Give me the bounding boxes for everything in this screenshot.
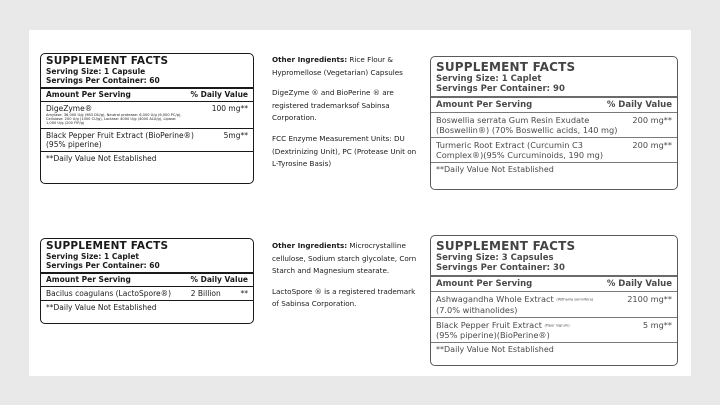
ingredient-name: Turmeric Root Extract (Curcumin C3 Complex®)(95% Curcuminoids, 190 mg) [436, 140, 604, 160]
ingredient-amount: 200 mg** [632, 115, 672, 125]
daily-value-label: % Daily Value [190, 90, 248, 99]
footnote: **Daily Value Not Established [436, 165, 554, 174]
footnote: **Daily Value Not Established [46, 153, 157, 163]
column-header [431, 277, 677, 291]
ingredient-row [431, 318, 677, 343]
column-header [41, 274, 253, 286]
other-ingredients: Other Ingredients: Microcrystalline cellulose, Sodium starch glycolate, Corn Starch and Magnesium stearate. [272, 241, 417, 276]
footnote: **Daily Value Not Established [46, 303, 157, 312]
serving-size: Serving Size: 1 Caplet [436, 74, 542, 84]
ingredient-name: Bacilus coagulans (LactoSpore®) [46, 289, 172, 298]
ingredient-amount: 2 Billion [190, 289, 221, 298]
daily-value-label: % Daily Value [606, 100, 672, 110]
daily-value-label: % Daily Value [606, 279, 672, 289]
supplement-facts-panel-digezyme [40, 53, 254, 184]
servings-per-container: Servings Per Container: 90 [436, 84, 565, 94]
ingredient-amount: 5 mg** [642, 319, 672, 330]
ingredient-name: Boswellia serrata Gum Resin Exudate (Boswellin®) (70% Boswellic acids, 140 mg) [436, 115, 618, 135]
amount-per-serving-label: Amount Per Serving [46, 90, 131, 99]
servings-per-container: Servings Per Container: 60 [46, 76, 160, 85]
panel-title: SUPPLEMENT FACTS [46, 55, 169, 67]
supplement-facts-panel-ashwagandha [430, 235, 678, 366]
ingredient-name: Ashwagandha Whole Extract (Withania somnifera) (7.0% withanolides) [436, 294, 594, 315]
serving-size: Serving Size: 3 Capsules [436, 253, 554, 263]
ingredient-name: Black Pepper Fruit Extract (BioPerine®) (95% piperine) [46, 130, 194, 149]
ingredient-amount: 200 mg** [632, 140, 672, 150]
panel-title: SUPPLEMENT FACTS [436, 60, 576, 74]
ingredient-row [41, 129, 253, 151]
serving-size: Serving Size: 1 Caplet [46, 252, 140, 261]
ingredient-amount: 100 mg** [211, 104, 248, 113]
ingredient-name: Black Pepper Fruit Extract (Piper nigrum) (95% piperine)(BioPerine®) [436, 319, 570, 340]
ingredient-amount: 2100 mg** [627, 294, 672, 304]
other-ingredients: Other Ingredients: Rice Flour & Hypromellose (Vegetarian) Capsules [272, 55, 403, 77]
trademark-note: DigeZyme ® and BioPerine ® are registered trademarksof Sabinsa Corporation. [272, 88, 394, 123]
daily-value-label: % Daily Value [190, 275, 248, 284]
ingredient-name: DigeZyme® [46, 104, 93, 113]
column-header [431, 98, 677, 112]
servings-per-container: Servings Per Container: 60 [46, 261, 160, 270]
ingredient-amount: 5mg** [223, 130, 248, 140]
amount-per-serving-label: Amount Per Serving [46, 275, 131, 284]
ingredient-row [431, 138, 677, 162]
ingredient-row [41, 287, 253, 300]
servings-per-container: Servings Per Container: 30 [436, 263, 565, 273]
units-note: FCC Enzyme Measurement Units: DU (Dextrinizing Unit), PC (Protease Unit on L-Tyrosine Basis) [272, 133, 417, 169]
trademark-note: LactoSpore ® is a registered trademark of Sabinsa Corporation. [272, 286, 416, 309]
amount-per-serving-label: Amount Per Serving [436, 279, 533, 289]
ingredient-row [431, 292, 677, 317]
ingredients-notes-2 [272, 240, 420, 319]
document-sheet [29, 30, 691, 376]
enzyme-detail: Amylase: 36,000 U/g (983 DU/g), Neutral protease: 6,000 U/g (6,000 PC/g), Cellulase: 200 U/g (1000 CU/g), Lactase: 4000 U/g (4000 ALU/g), Lipase: 1,000 U/g (200 FIP/g) [46, 113, 182, 126]
ingredient-row [431, 113, 677, 137]
supplement-facts-panel-lactospore [40, 238, 254, 324]
panel-title: SUPPLEMENT FACTS [436, 239, 576, 253]
supplement-facts-panel-boswellia [430, 56, 678, 190]
ingredient-row [41, 102, 253, 113]
serving-size: Serving Size: 1 Capsule [46, 67, 146, 76]
ingredient-daily-value: ** [240, 289, 248, 298]
column-header [41, 89, 253, 101]
footnote: **Daily Value Not Established [436, 345, 554, 354]
panel-title: SUPPLEMENT FACTS [46, 240, 169, 252]
ingredients-notes-1 [272, 54, 420, 179]
amount-per-serving-label: Amount Per Serving [436, 100, 533, 110]
